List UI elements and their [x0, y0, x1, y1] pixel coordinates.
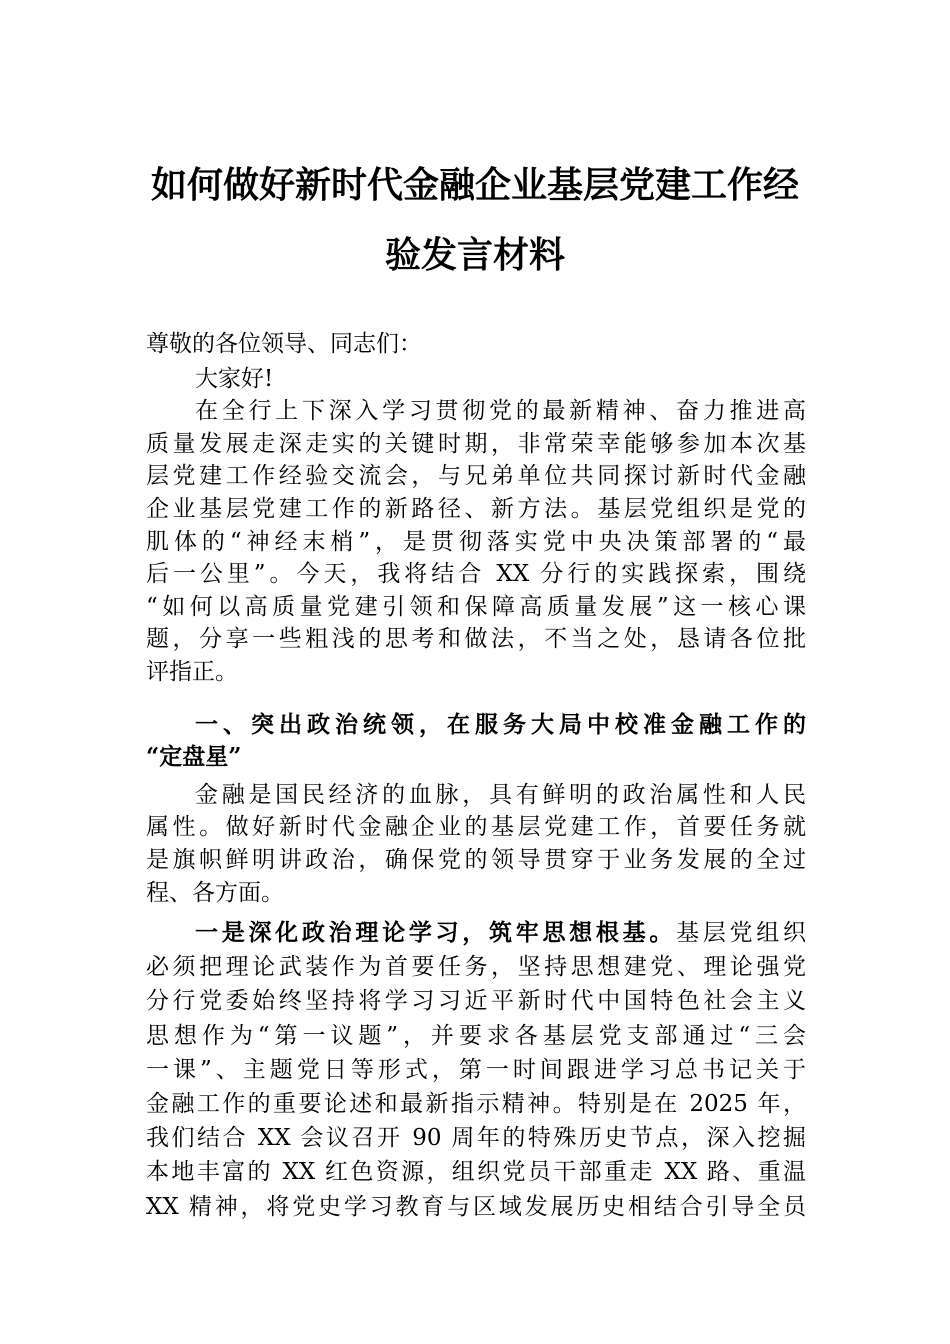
- paragraph-line: 评指正。: [146, 658, 238, 685]
- paragraph-line: 肌体的“神经末梢”，是贯彻落实党中央决策部署的“最: [146, 528, 806, 555]
- paragraph-line: 程、各方面。: [146, 879, 284, 906]
- paragraph-line: 我们结合 XX 会议召开 90 周年的特殊历史节点，深入挖掘: [146, 1125, 806, 1152]
- paragraph-line: “如何以高质量党建引领和保障高质量发展”这一核心课: [146, 593, 806, 620]
- paragraph-line: 题，分享一些粗浅的思考和做法，不当之处，恳请各位批: [146, 626, 806, 653]
- salutation: 尊敬的各位领导、同志们：: [146, 331, 422, 357]
- document-body: [146, 328, 806, 1224]
- title-line: 验发言材料: [384, 234, 565, 276]
- paragraph-line: 本地丰富的 XX 红色资源，组织党员干部重走 XX 路、重温: [146, 1159, 806, 1186]
- paragraph-theory-study: [146, 916, 806, 1224]
- paragraph-intro: [146, 395, 806, 688]
- paragraph-line: 分行党委始终坚持将学习习近平新时代中国特色社会主义: [146, 988, 806, 1015]
- paragraph-line: 属性。做好新时代金融企业的基层党建工作，首要任务就: [146, 814, 806, 841]
- paragraph-line: 金融工作的重要论述和最新指示精神。特别是在 2025 年，: [146, 1091, 806, 1118]
- paragraph-line: 质量发展走深走实的关键时期，非常荣幸能够参加本次基: [146, 430, 806, 457]
- title-line: 如何做好新时代金融企业基层党建工作经: [150, 164, 799, 206]
- paragraph-line: [146, 916, 806, 950]
- heading-line: “定盘星”: [146, 743, 242, 771]
- paragraph-line: 企业基层党建工作的新路径、新方法。基层党组织是党的: [146, 495, 806, 522]
- document-title: [0, 150, 950, 290]
- heading-line: 一、突出政治统领，在服务大局中校准金融工作的: [195, 710, 806, 738]
- paragraph-line: 必须把理论武装作为首要任务，坚持思想建党、理论强党: [146, 954, 806, 981]
- section-heading-1: [146, 709, 806, 774]
- paragraph-line: XX 精神，将党史学习教育与区域发展历史相结合引导全员: [146, 1193, 806, 1220]
- bold-lead: 一是深化政治理论学习，筑牢思想根基。: [195, 919, 677, 947]
- lead-rest: 基层党组织: [676, 920, 807, 947]
- paragraph-line: 金融是国民经济的血脉，具有鲜明的政治属性和人民: [195, 781, 806, 808]
- paragraph-line: 层党建工作经验交流会，与兄弟单位共同探讨新时代金融: [146, 463, 806, 490]
- greeting: 大家好!: [195, 365, 274, 392]
- paragraph-finance: [146, 779, 806, 909]
- paragraph-line: 思想作为“第一议题”，并要求各基层党支部通过“三会: [146, 1022, 806, 1049]
- paragraph-line: 一课”、主题党日等形式，第一时间跟进学习总书记关于: [146, 1056, 806, 1083]
- paragraph-line: 在全行上下深入学习贯彻党的最新精神、奋力推进高: [195, 398, 806, 425]
- paragraph-line: 是旗帜鲜明讲政治，确保党的领导贯穿于业务发展的全过: [146, 846, 806, 873]
- paragraph-line: 后一公里”。今天，我将结合 XX 分行的实践探索，围绕: [146, 561, 806, 588]
